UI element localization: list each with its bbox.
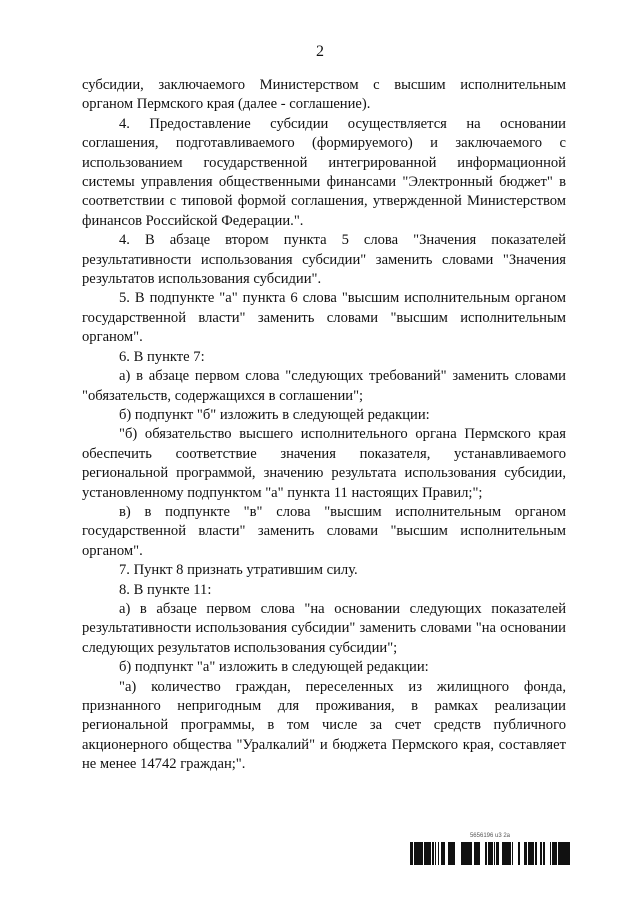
page-number: 2 bbox=[316, 43, 324, 60]
paragraph-item-5: 5. В подпункте "а" пункта 6 слова "высшим исполнительным органом государственной власти" заменить словами "высшим исполнительным органом". bbox=[82, 290, 566, 346]
paragraph-item-6: 6. В пункте 7: bbox=[119, 348, 205, 365]
paragraph-item-6-b-text: "б) обязательство высшего исполнительного органа Пермского края обеспечить соответствие значения показателя, устанавливаемого региональной программой, значению результата использования субсидии, установленному подпунктом "а" пункта 11 настоящих Правил;"; bbox=[82, 426, 566, 501]
paragraph-item-8-b-text: "а) количество граждан, переселенных из жилищного фонда, признанного непригодным для проживания, в рамках реализации региональной программы, в том числе за счет средств публичного акционерного общества "Уралкалий" и бюджета Пермского края, составляет не менее 14742 граждан;". bbox=[82, 678, 566, 773]
paragraph-item-4-subsidy: 4. Предоставление субсидии осуществляется на основании соглашения, подготавливаемого (формируемого) и заключаемого с использованием государственной интегрированной информационной системы управления общественными финансами "Электронный бюджет" в соответствии с типовой формой соглашения, утвержденной Министерством финансов Российской Федерации.". bbox=[82, 115, 566, 229]
paragraph-item-7: 7. Пункт 8 признать утратившим силу. bbox=[119, 562, 358, 579]
paragraph-item-6-b: б) подпункт "б" изложить в следующей редакции: bbox=[119, 406, 430, 423]
paragraph-item-8-a: а) в абзаце первом слова "на основании следующих показателей результативности использования субсидии" заменить словами "на основании следующих результатов использования субсидии"; bbox=[82, 600, 566, 656]
paragraph-item-8-b: б) подпункт "а" изложить в следующей редакции: bbox=[119, 659, 429, 676]
paragraph-continuation: субсидии, заключаемого Министерством с высшим исполнительным органом Пермского края (далее - соглашение). bbox=[82, 77, 566, 113]
barcode-bars bbox=[410, 842, 570, 865]
document-body bbox=[82, 76, 566, 775]
paragraph-item-6-a: а) в абзаце первом слова "следующих требований" заменить словами "обязательств, содержащихся в соглашении"; bbox=[82, 368, 566, 404]
paragraph-item-8: 8. В пункте 11: bbox=[119, 581, 212, 598]
barcode bbox=[410, 833, 570, 867]
paragraph-item-6-v: в) в подпункте "в" слова "высшим исполнительным органом государственной власти" заменить словами "высшим исполнительным органом". bbox=[82, 503, 566, 559]
paragraph-item-4-amendment: 4. В абзаце втором пункта 5 слова "Значения показателей результативности использования субсидии" заменить словами "Значения результатов использования субсидии". bbox=[82, 232, 566, 288]
barcode-caption: 5656196 u3 2a bbox=[469, 833, 511, 839]
